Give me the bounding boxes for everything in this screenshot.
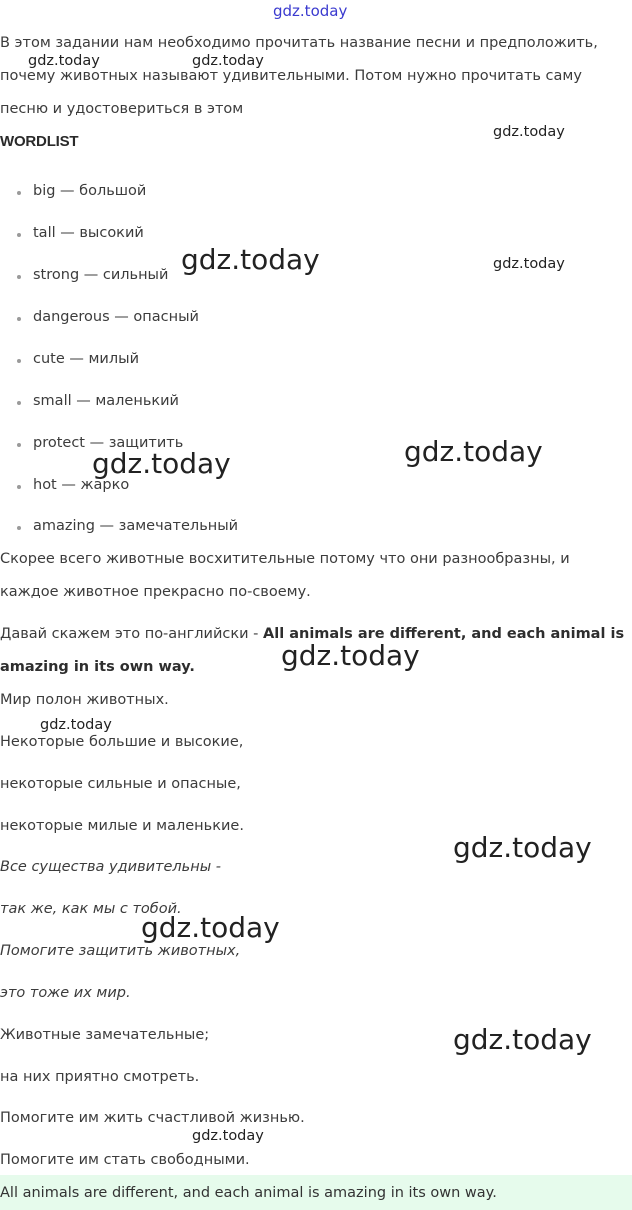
watermark: gdz.today	[493, 124, 565, 140]
list-item	[0, 183, 400, 203]
watermark-top: gdz.today	[273, 2, 348, 20]
english-prefix: Давай скажем это по-английски -	[0, 626, 263, 642]
intro-line-1: В этом задании нам необходимо прочитать название песни и предположить,	[0, 35, 598, 51]
bullet-icon	[17, 526, 21, 530]
watermark: gdz.today	[453, 831, 592, 864]
poem-line: Некоторые большие и высокие,	[0, 734, 244, 750]
poem-line: так же, как мы с тобой.	[0, 901, 182, 917]
bullet-icon	[17, 275, 21, 279]
poem-line: Животные замечательные;	[0, 1027, 210, 1043]
watermark: gdz.today	[40, 717, 112, 733]
poem-line: Мир полон животных.	[0, 692, 169, 708]
bullet-icon	[17, 233, 21, 237]
answer-line-1: Скорее всего животные восхитительные потому что они разнообразны, и	[0, 551, 570, 567]
intro-line-2: почему животных называют удивительными. Потом нужно прочитать саму	[0, 68, 582, 84]
watermark: gdz.today	[192, 1128, 264, 1144]
list-item-text: protect — защитить	[33, 435, 184, 451]
poem-line: это тоже их мир.	[0, 985, 131, 1001]
watermark: gdz.today	[192, 53, 264, 69]
intro-line-3: песню и удостовериться в этом	[0, 101, 244, 117]
list-item-text: cute — милый	[33, 351, 139, 367]
list-item-text: hot — жарко	[33, 477, 130, 493]
list-item-text: tall — высокий	[33, 225, 144, 241]
poem-line: на них приятно смотреть.	[0, 1069, 200, 1085]
list-item-text: strong — сильный	[33, 267, 169, 283]
bullet-icon	[17, 359, 21, 363]
poem-line: Помогите защитить животных,	[0, 943, 241, 959]
poem-line: некоторые сильные и опасные,	[0, 776, 241, 792]
watermark: gdz.today	[453, 1023, 592, 1056]
watermark: gdz.today	[404, 435, 543, 468]
english-bold-2: amazing in its own way.	[0, 659, 195, 675]
watermark: gdz.today	[181, 243, 320, 276]
bullet-icon	[17, 401, 21, 405]
list-item	[0, 477, 400, 497]
list-item	[0, 309, 400, 329]
wordlist-heading: WORDLIST	[0, 133, 79, 150]
poem-line: Помогите им жить счастливой жизнью.	[0, 1110, 305, 1126]
bullet-icon	[17, 443, 21, 447]
watermark: gdz.today	[92, 447, 231, 480]
list-item-text: big — большой	[33, 183, 147, 199]
english-bold-1: All animals are different, and each animal is	[263, 626, 625, 642]
list-item	[0, 518, 400, 538]
list-item	[0, 351, 400, 371]
bullet-icon	[17, 485, 21, 489]
list-item-text: small — маленький	[33, 393, 179, 409]
watermark: gdz.today	[281, 639, 420, 672]
watermark: gdz.today	[493, 256, 565, 272]
watermark: gdz.today	[141, 911, 280, 944]
poem-line: Все существа удивительны -	[0, 859, 221, 875]
watermark: gdz.today	[28, 53, 100, 69]
list-item-text: dangerous — опасный	[33, 309, 199, 325]
footer-line: All animals are different, and each animal is amazing in its own way.	[0, 1185, 497, 1201]
bullet-icon	[17, 191, 21, 195]
bullet-icon	[17, 317, 21, 321]
list-item	[0, 225, 400, 245]
poem-line: Помогите им стать свободными.	[0, 1152, 250, 1168]
answer-line-2: каждое животное прекрасно по-своему.	[0, 584, 311, 600]
list-item	[0, 393, 400, 413]
poem-line: некоторые милые и маленькие.	[0, 818, 244, 834]
list-item-text: amazing — замечательный	[33, 518, 239, 534]
